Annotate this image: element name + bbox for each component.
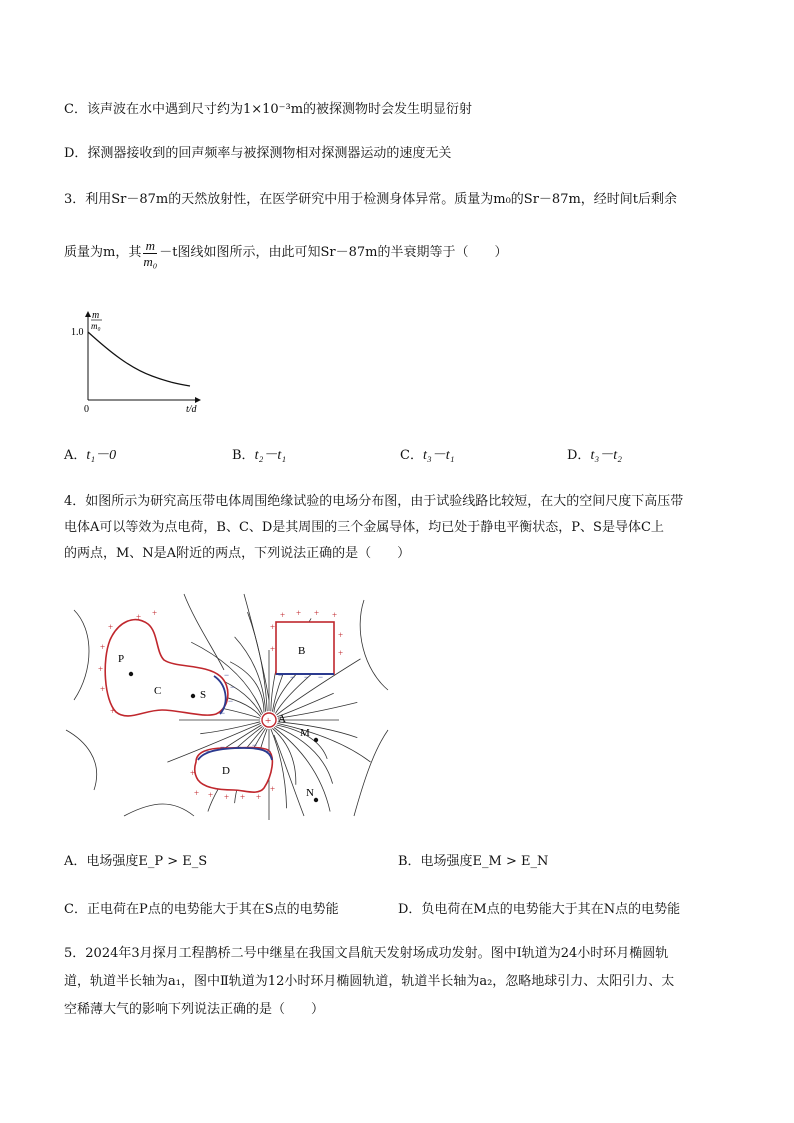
q3-option-d <box>567 446 622 466</box>
plus-charge-mark: + <box>240 792 246 802</box>
q3-stem-part-b: －t图线如图所示，由此可知Sr－87m的半衰期等于（ ） <box>159 245 508 260</box>
q5-stem-line2: 道，轨道半长轴为a₁，图中Ⅱ轨道为12小时环月椭圆轨道，轨道半长轴为a₂，忽略地球引力、太阳引力、太 <box>64 974 675 989</box>
q4-option-c: C．正电荷在P点的电势能大于其在S点的电势能 <box>64 902 339 917</box>
q3-decay-curve <box>88 332 190 386</box>
plus-charge-mark: + <box>280 610 286 620</box>
field-line <box>235 637 266 712</box>
label-c: C <box>154 685 162 697</box>
field-line <box>248 612 268 711</box>
minus-charge-mark: − <box>204 746 210 756</box>
point-s <box>191 694 195 698</box>
label-p: P <box>118 653 125 665</box>
q3-y-label-den: m₀ <box>91 321 101 331</box>
minus-charge-mark: − <box>304 672 310 682</box>
plus-charge-mark: + <box>152 608 158 618</box>
q3-option-c-value: t₃－t₁ <box>422 448 455 463</box>
field-line <box>360 600 388 690</box>
point-p <box>129 672 133 676</box>
q4-option-a: A．电场强度E_P > E_S <box>64 854 208 869</box>
point-n <box>314 798 318 802</box>
field-line <box>124 804 194 816</box>
conductor-c <box>105 620 228 716</box>
plus-charge-mark: + <box>270 622 276 632</box>
q3-y-tick: 1.0 <box>71 327 84 338</box>
field-line <box>74 610 89 700</box>
plus-charge-mark: + <box>100 684 106 694</box>
plus-charge-mark: + <box>208 790 214 800</box>
q5-stem-line3: 空稀薄大气的影响下列说法正确的是（ ） <box>64 1002 325 1017</box>
q3-option-c-label: C． <box>400 448 423 463</box>
minus-charge-mark: − <box>318 672 324 682</box>
plus-charge-mark: + <box>314 608 320 618</box>
q3-option-c <box>400 446 454 466</box>
minus-charge-mark: − <box>230 682 236 692</box>
plus-charge-mark: + <box>338 630 344 640</box>
q3-fraction-denominator: m₀ <box>143 253 158 269</box>
plus-charge-mark: + <box>194 788 200 798</box>
plus-charge-mark: + <box>270 644 276 654</box>
point-m <box>314 738 318 742</box>
plus-charge-mark: + <box>110 706 116 716</box>
plus-charge-mark: + <box>296 608 302 618</box>
field-line <box>271 729 287 809</box>
q2-option-d: D．探测器接收到的回声频率与被探测物相对探测器运动的速度无关 <box>64 146 452 161</box>
q4-option-b: B．电场强度E_M > E_N <box>398 854 549 869</box>
minus-charge-mark: − <box>228 696 234 706</box>
minus-charge-mark: − <box>224 670 230 680</box>
minus-charge-mark: − <box>266 746 272 756</box>
q3-fraction-numerator: m <box>143 238 157 254</box>
label-a: A <box>278 713 286 725</box>
q2-option-c: C．该声波在水中遇到尺寸约为1×10⁻³m的被探测物时会发生明显衍射 <box>64 102 473 117</box>
q3-x-label: t/d <box>186 404 197 415</box>
label-s: S <box>200 689 207 701</box>
q4-stem-line3: 的两点，M、N是A附近的两点，下列说法正确的是（ ） <box>64 546 411 561</box>
plus-charge-mark: + <box>338 648 344 658</box>
label-n: N <box>306 787 314 799</box>
q5-stem-line1: 5．2024年3月探月工程鹊桥二号中继星在我国文昌航天发射场成功发射。图中Ⅰ轨道为24小时环月椭圆轨 <box>64 946 669 961</box>
q3-stem-part-a: 质量为m，其 <box>64 245 142 260</box>
plus-charge-mark: + <box>190 768 196 778</box>
plus-charge-mark: + <box>224 792 230 802</box>
plus-charge-mark: + <box>270 784 276 794</box>
plus-charge-mark: + <box>332 610 338 620</box>
q4-field-diagram <box>64 590 390 820</box>
minus-charge-mark: − <box>220 708 226 718</box>
minus-charge-mark: − <box>278 670 284 680</box>
field-line <box>354 730 388 816</box>
q3-stem-line2 <box>64 236 507 270</box>
q3-fraction <box>143 238 157 269</box>
label-b: B <box>298 645 306 657</box>
q3-option-d-value: t₃－t₂ <box>590 448 622 463</box>
plus-charge-mark: + <box>256 792 262 802</box>
field-line <box>278 722 358 738</box>
field-line <box>274 735 304 816</box>
q3-y-label-num: m <box>92 310 100 321</box>
plus-charge-mark: + <box>108 622 114 632</box>
plus-charge-mark: + <box>136 612 142 622</box>
q4-stem-line1: 4．如图所示为研究高压带电体周围绝缘试验的电场分布图，由于试验线路比较短，在大的空间尺度下高压带 <box>64 494 684 509</box>
q3-stem-line1: 3．利用Sr－87m的天然放射性，在医学研究中用于检测身体异常。质量为m₀的Sr－87m，经时间t后剩余 <box>64 192 678 207</box>
minus-charge-mark: − <box>220 742 226 752</box>
minus-charge-mark: − <box>252 740 258 750</box>
q3-origin: 0 <box>84 404 89 415</box>
minus-charge-mark: − <box>290 672 296 682</box>
field-line <box>184 594 224 670</box>
minus-charge-mark: − <box>236 742 242 752</box>
field-line <box>66 730 97 790</box>
q3-option-a-value: t₁－0 <box>86 448 117 463</box>
label-d: D <box>222 765 230 777</box>
plus-charge-mark: + <box>98 664 104 674</box>
q3-option-b <box>232 446 286 466</box>
q3-decay-graph <box>60 308 210 418</box>
q3-option-d-label: D． <box>567 448 591 463</box>
q4-stem-line2: 电体A可以等效为点电荷，B、C、D是其周围的三个金属导体，均已处于静电平衡状态，P、S是导体C上 <box>64 520 664 535</box>
charge-a-plus: + <box>265 715 272 727</box>
plus-charge-mark: + <box>100 642 106 652</box>
label-m: M <box>300 727 310 739</box>
q3-option-a-label: A． <box>64 448 87 463</box>
q4-option-d: D．负电荷在M点的电势能大于其在N点的电势能 <box>398 902 681 917</box>
q3-option-b-label: B． <box>232 448 255 463</box>
q3-option-b-value: t₂－t₁ <box>254 448 287 463</box>
q3-option-a <box>64 446 116 466</box>
